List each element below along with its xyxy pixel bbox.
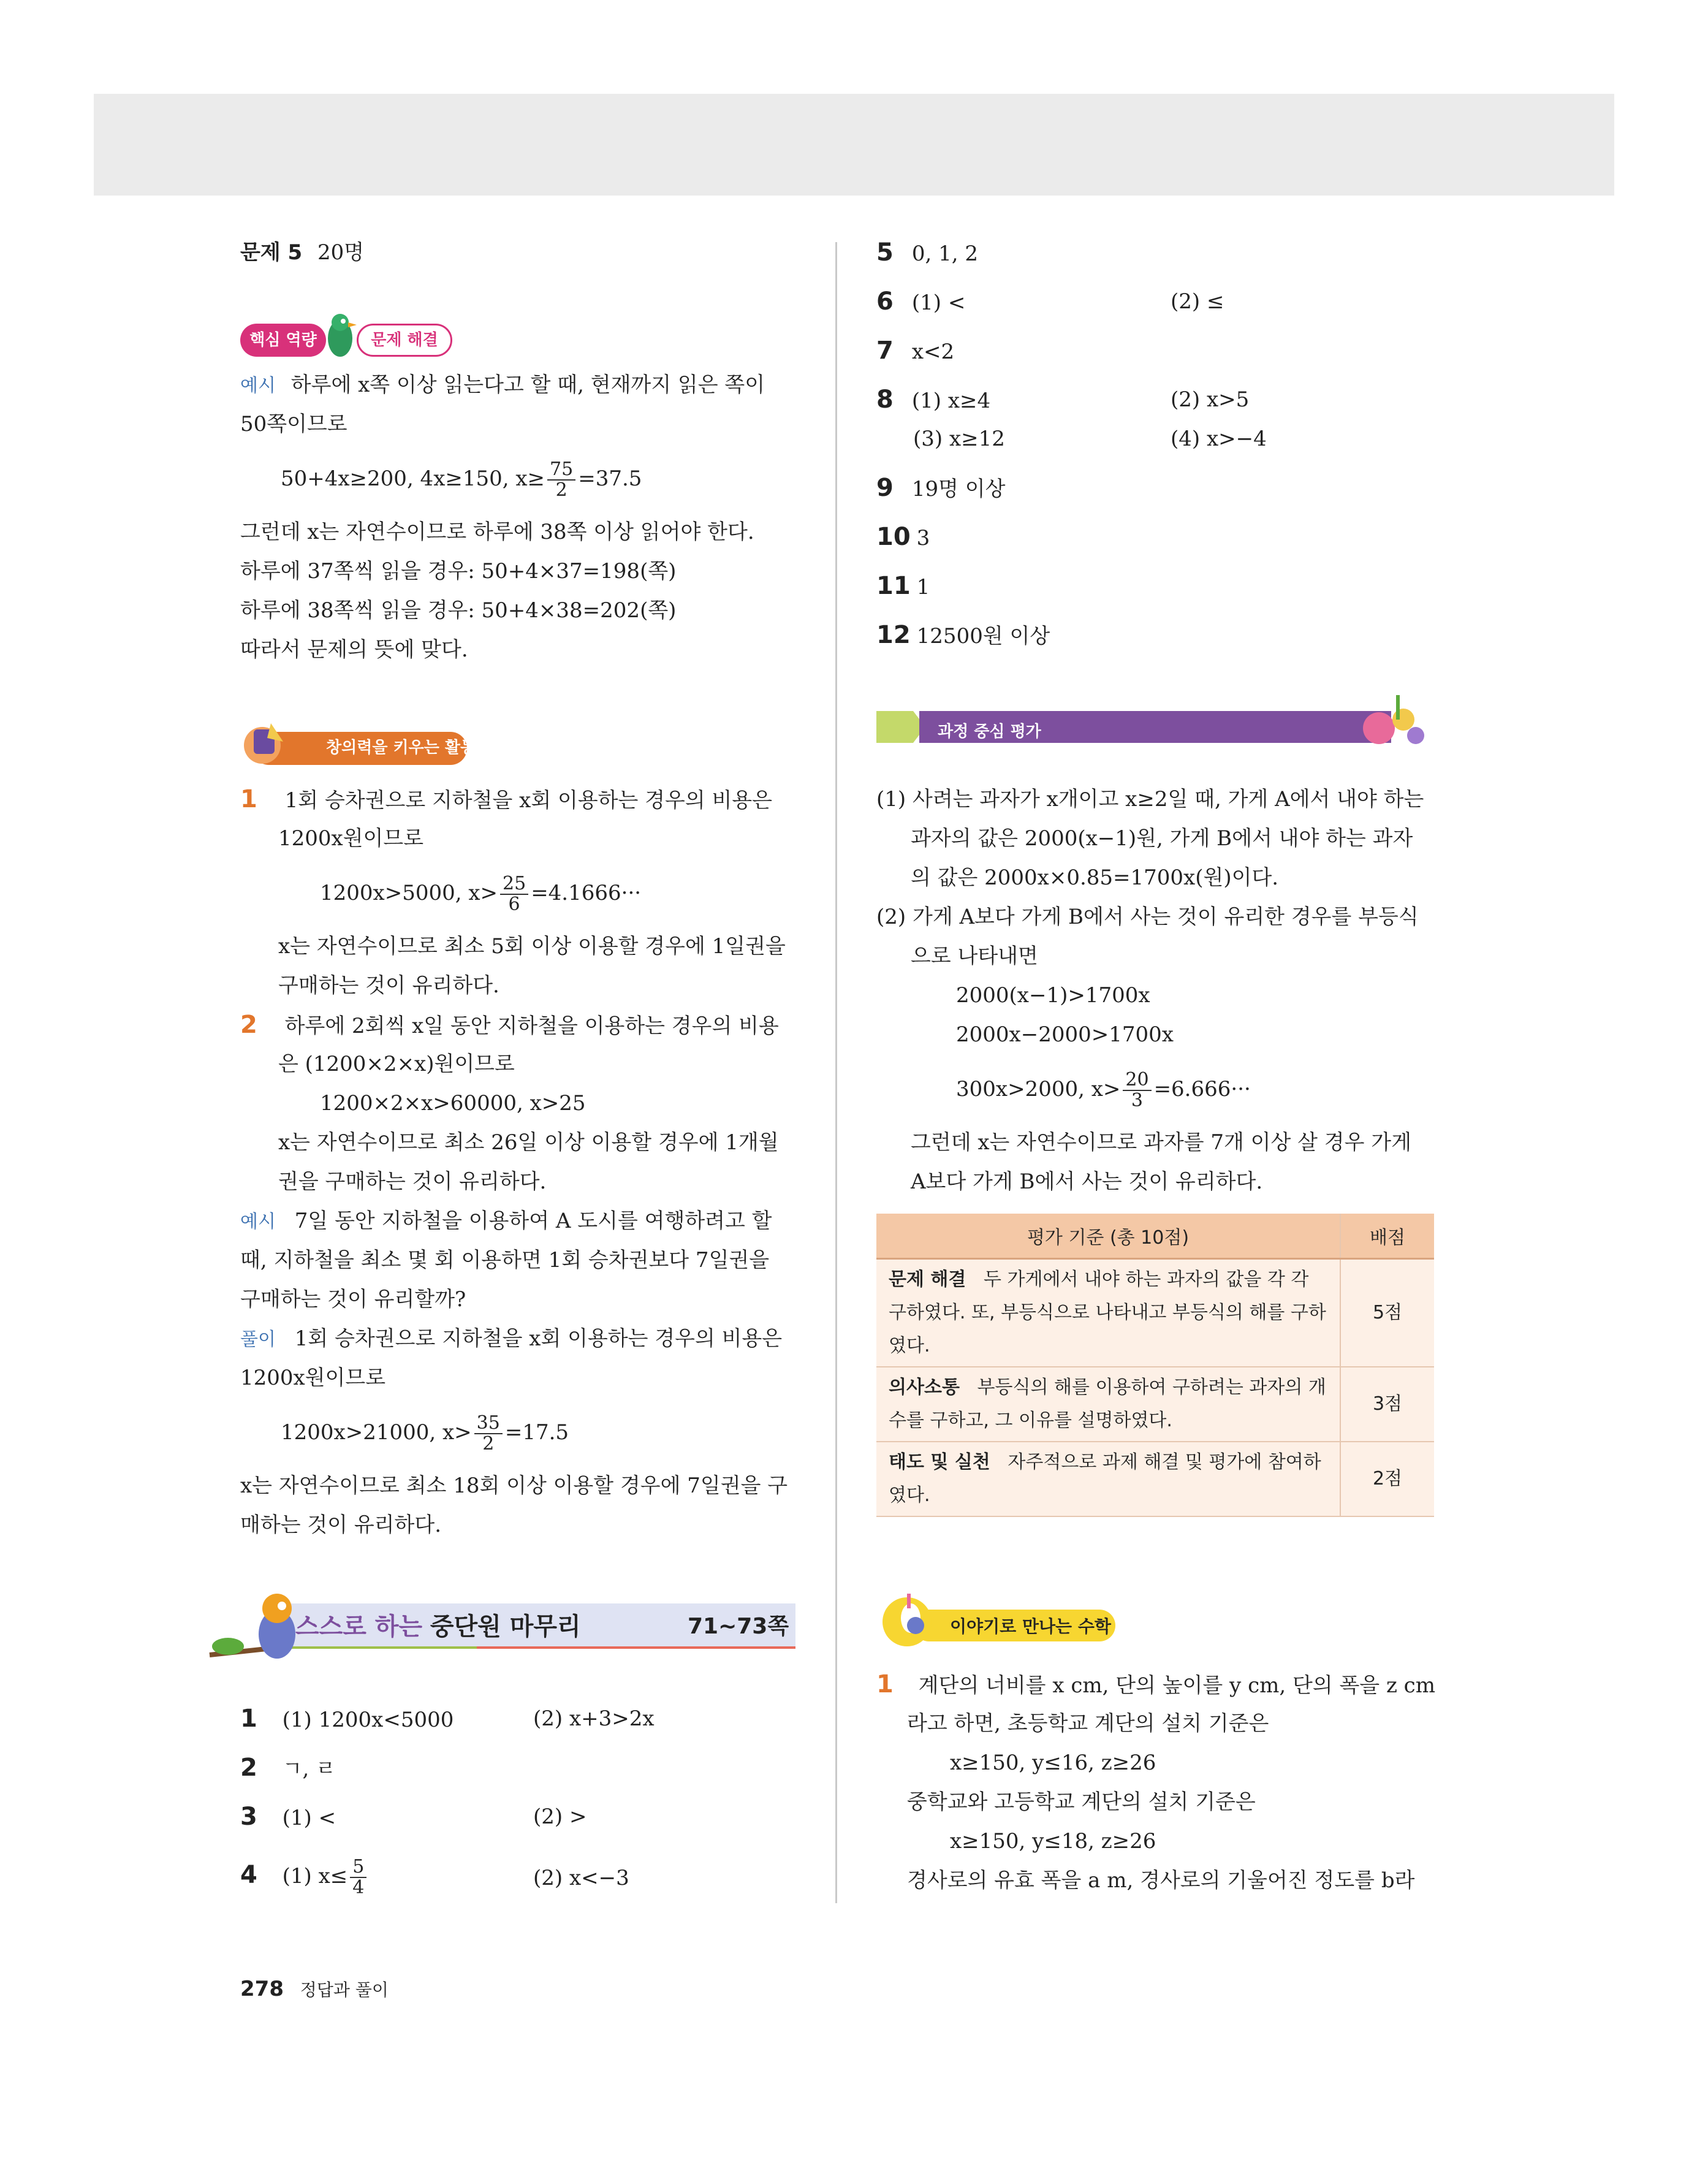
- story-equation-2: x≥150, y≤18, z≥26: [950, 1829, 1156, 1854]
- example-1-equation: 50+4x≥200, 4x≥150, x≥ $\frac{75}{2}$ =37.5: [281, 458, 642, 501]
- example-1-line-2: 50쪽이므로: [240, 412, 347, 436]
- process-line-6: 그런데 x는 자연수이므로 과자를 7개 이상 살 경우 가게: [911, 1130, 1411, 1155]
- solution-line-3: x는 자연수이므로 최소 18회 이상 이용할 경우에 7일권을 구: [240, 1474, 788, 1498]
- answer-7: 7 x<2: [876, 337, 955, 365]
- bird-mascot-icon: [320, 311, 360, 360]
- table-header-score: 배점: [1340, 1214, 1434, 1259]
- story-banner: 이야기로 만나는 수학: [950, 1616, 1111, 1637]
- process-line-7: A보다 가게 B에서 사는 것이 유리하다.: [911, 1169, 1263, 1194]
- page-footer: [240, 1977, 389, 2001]
- fraction: $\frac{35}{2}$: [474, 1413, 503, 1454]
- table-header-criteria: 평가 기준 (총 10점): [876, 1214, 1340, 1259]
- creative-1-equation: 1200x>5000, x> $\frac{25}{6}$ =4.1666···: [320, 873, 642, 915]
- answer-8c: (3) x≥12: [913, 427, 1005, 451]
- answer-8: 8 (1) x≥4: [876, 386, 991, 414]
- review-answer-3b: (2) >: [533, 1804, 587, 1829]
- solution-line-4: 매하는 것이 유리하다.: [240, 1513, 442, 1537]
- answer-5: 5 0, 1, 2: [876, 238, 978, 267]
- review-answer-2: 2 ㄱ, ㄹ: [240, 1754, 336, 1782]
- evaluation-table: [876, 1214, 1434, 1517]
- answer-6: 6 (1) <: [876, 287, 966, 316]
- example-2-line-1: 예시 7일 동안 지하철을 이용하여 A 도시를 여행하려고 할: [240, 1209, 772, 1233]
- story-equation-1: x≥150, y≤16, z≥26: [950, 1751, 1156, 1775]
- process-equation-2: 2000x−2000>1700x: [956, 1022, 1174, 1047]
- fraction: $\frac{25}{6}$: [500, 874, 528, 915]
- table-cell-score: 2점: [1340, 1442, 1434, 1516]
- footer-title: 정답과 풀이: [300, 1980, 389, 2000]
- process-line-5: 으로 나타내면: [911, 944, 1038, 968]
- creative-1-line-1: 1 1회 승차권으로 지하철을 x회 이용하는 경우의 비용은: [240, 785, 773, 813]
- table-cell-score: 5점: [1340, 1259, 1434, 1367]
- solution-equation: 1200x>21000, x> $\frac{35}{2}$ =17.5: [281, 1412, 569, 1455]
- table-cell-criteria: 의사소통 부등식의 해를 이용하여 구하려는 과자의 개수를 구하고, 그 이유를 설명하였다.: [876, 1367, 1340, 1442]
- creative-1-line-3: x는 자연수이므로 최소 5회 이상 이용할 경우에 1일권을: [278, 934, 786, 959]
- fraction: $\frac{20}{3}$: [1123, 1070, 1151, 1111]
- story-line-2: 라고 하면, 초등학교 계단의 설치 기준은: [907, 1711, 1269, 1736]
- creative-activity-banner: 창의력을 키우는 활동: [326, 739, 476, 757]
- table-row: [876, 1259, 1434, 1367]
- table-cell-score: 3점: [1340, 1367, 1434, 1442]
- review-answer-1b: (2) x+3>2x: [533, 1706, 655, 1731]
- problem-5: 문제 5 20명: [240, 240, 365, 265]
- example-1-line-6: 따라서 문제의 뜻에 맞다.: [240, 637, 468, 662]
- process-line-2: 과자의 값은 2000(x−1)원, 가게 B에서 내야 하는 과자: [911, 826, 1413, 851]
- process-evaluation-banner: 과정 중심 평가: [938, 723, 1041, 741]
- review-banner-title: 스스로 하는 중단원 마무리: [295, 1613, 581, 1641]
- column-divider: [835, 242, 837, 1903]
- creative-2-line-3: x는 자연수이므로 최소 26일 이상 이용할 경우에 1개월: [278, 1130, 779, 1155]
- solution-line-2: 1200x원이므로: [240, 1366, 386, 1390]
- review-answer-4: 4 (1) x≤ $\frac{5}{4}$: [240, 1857, 369, 1898]
- core-competency-badge: 핵심 역량: [240, 324, 326, 357]
- creative-1-line-4: 구매하는 것이 유리하다.: [278, 973, 499, 998]
- review-answer-3: 3 (1) <: [240, 1803, 336, 1831]
- answer-10: 10 3: [876, 523, 930, 551]
- example-2-line-2: 때, 지하철을 최소 몇 회 이용하면 1회 승차권보다 7일권을: [240, 1248, 770, 1272]
- creative-2-equation: 1200×2×x>60000, x>25: [320, 1091, 586, 1116]
- answer-8d: (4) x>−4: [1171, 427, 1267, 451]
- story-line-3: 중학교와 고등학교 계단의 설치 기준은: [907, 1790, 1256, 1814]
- example-1-line-3: 그런데 x는 자연수이므로 하루에 38쪽 이상 읽어야 한다.: [240, 520, 754, 544]
- table-row: [876, 1367, 1434, 1442]
- example-1-line-5: 하루에 38쪽씩 읽을 경우: 50+4×38=202(쪽): [240, 598, 677, 623]
- fraction: $\frac{5}{4}$: [350, 1857, 366, 1898]
- example-1-line-1: 예시 하루에 x쪽 이상 읽는다고 할 때, 현재까지 읽은 쪽이: [240, 373, 765, 397]
- creative-1-line-2: 1200x원이므로: [278, 826, 424, 851]
- creative-2-line-1: 2 하루에 2회씩 x일 동안 지하철을 이용하는 경우의 비용: [240, 1011, 779, 1039]
- review-answer-1: 1 (1) 1200x<5000: [240, 1705, 454, 1733]
- top-header-bar: [94, 94, 1614, 196]
- process-line-1: (1) 사려는 과자가 x개이고 x≥2일 때, 가게 A에서 내야 하는: [876, 787, 1424, 812]
- story-line-4: 경사로의 유효 폭을 a m, 경사로의 기울어진 정도를 b라: [907, 1868, 1415, 1893]
- review-answer-4b: (2) x<−3: [533, 1866, 629, 1890]
- process-equation-1: 2000(x−1)>1700x: [956, 983, 1150, 1008]
- creative-2-line-2: 은 (1200×2×x)원이므로: [278, 1052, 515, 1076]
- fraction: $\frac{75}{2}$: [547, 460, 575, 500]
- solution-line-1: 풀이 1회 승차권으로 지하철을 x회 이용하는 경우의 비용은: [240, 1326, 783, 1351]
- review-pages: 71~73쪽: [688, 1614, 789, 1639]
- problem-solving-badge: 문제 해결: [357, 324, 452, 357]
- process-equation-3: 300x>2000, x> $\frac{20}{3}$ =6.666···: [956, 1069, 1251, 1111]
- answer-8b: (2) x>5: [1171, 387, 1250, 412]
- answer-9: 9 19명 이상: [876, 474, 1006, 502]
- answer-12: 12 12500원 이상: [876, 621, 1050, 649]
- example-1-line-4: 하루에 37쪽씩 읽을 경우: 50+4×37=198(쪽): [240, 559, 677, 584]
- table-cell-criteria: 문제 해결 두 가게에서 내야 하는 과자의 값을 각 각 구하였다. 또, 부등식으로 나타내고 부등식의 해를 구하였다.: [876, 1259, 1340, 1367]
- answer-6b: (2) ≤: [1171, 289, 1224, 314]
- creative-2-line-4: 권을 구매하는 것이 유리하다.: [278, 1169, 547, 1194]
- page-number: 278: [240, 1977, 284, 2001]
- table-cell-criteria: 태도 및 실천 자주적으로 과제 해결 및 평가에 참여하였다.: [876, 1442, 1340, 1516]
- table-header-row: [876, 1214, 1434, 1259]
- process-line-3: 의 값은 2000x×0.85=1700x(원)이다.: [911, 865, 1279, 890]
- answer-11: 11 1: [876, 572, 930, 600]
- story-line-1: 1 계단의 너비를 x cm, 단의 높이를 y cm, 단의 폭을 z cm: [876, 1670, 1435, 1698]
- example-2-line-3: 구매하는 것이 유리할까?: [240, 1287, 466, 1312]
- process-line-4: (2) 가게 A보다 가게 B에서 사는 것이 유리한 경우를 부등식: [876, 905, 1419, 929]
- table-row: [876, 1442, 1434, 1516]
